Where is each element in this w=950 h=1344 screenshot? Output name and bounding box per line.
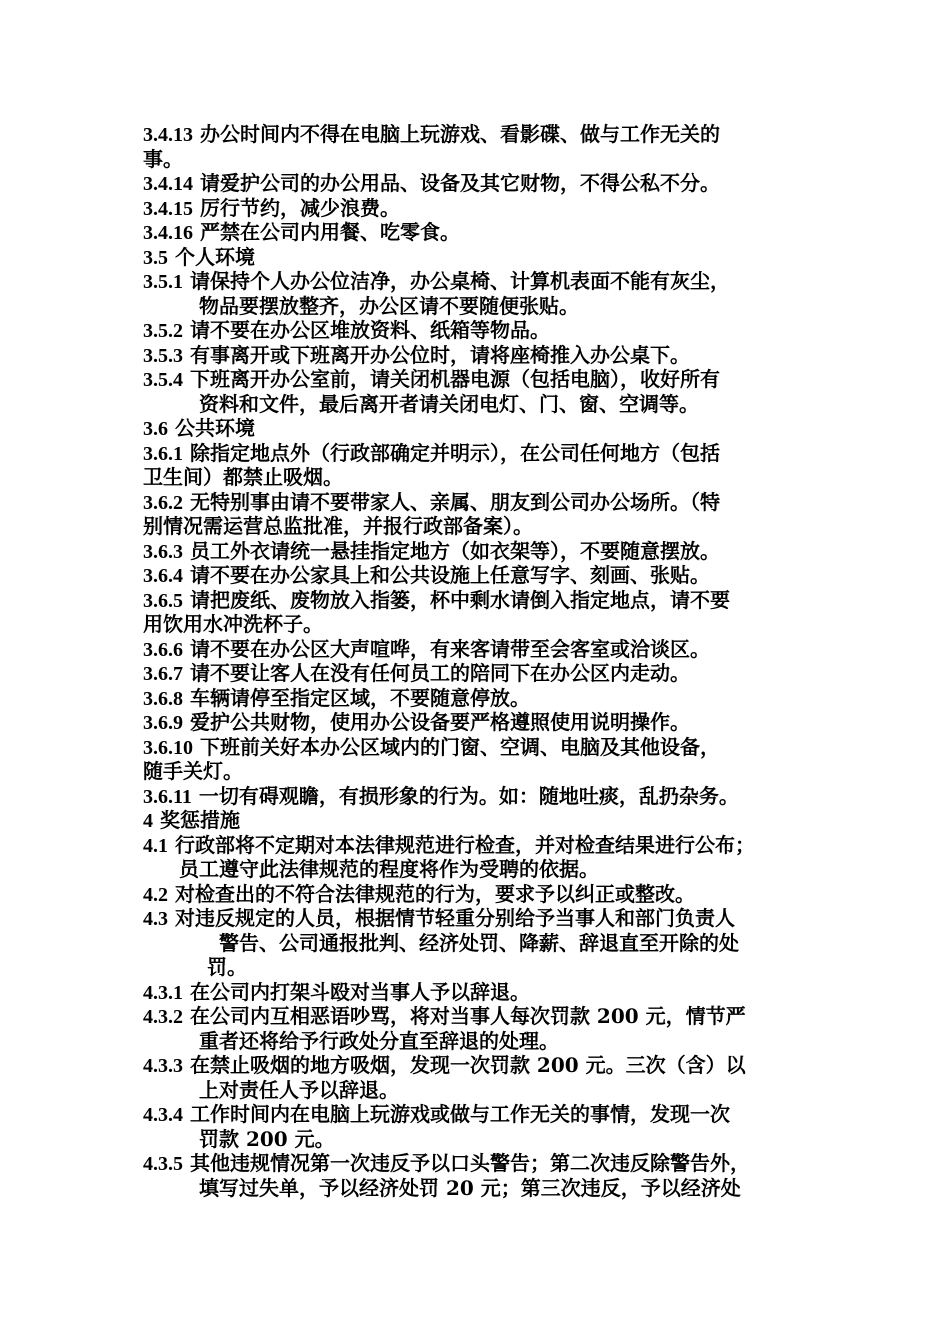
clause-text: 事。 — [143, 146, 183, 171]
text-line — [143, 269, 823, 294]
text-line — [143, 514, 823, 539]
text-line — [143, 931, 823, 956]
clause-text: 资料和文件，最后离开者请关闭电灯、门、窗、空调等。 — [199, 391, 699, 416]
text-line — [143, 1127, 823, 1152]
clause-text: 员工外衣请统一悬挂指定地方（如衣架等），不要随意摆放。 — [183, 538, 720, 563]
text-line — [143, 539, 823, 564]
clause-text: 随手关灯。 — [143, 759, 243, 783]
text-line — [143, 563, 823, 588]
clause-text: 请不要在办公区堆放资料、纸箱等物品。 — [183, 318, 550, 342]
clause-text: 物品要摆放整齐，办公区请不要随便张贴。 — [199, 293, 579, 318]
text-line — [143, 441, 823, 466]
text-line — [143, 1176, 823, 1201]
clause-text: 办公时间内不得在电脑上玩游戏、看影碟、做与工作无关的 — [193, 122, 720, 146]
clause-number: 3.4.16 — [143, 222, 193, 244]
clause-text: 罚款 200 元。 — [199, 1126, 335, 1151]
clause-text: 请不要让客人在没有任何员工的陪同下在办公区内走动。 — [183, 661, 690, 685]
clause-text: 对检查出的不符合法律规范的行为，要求予以纠正或整改。 — [168, 881, 695, 906]
clause-number: 3.5.3 — [143, 344, 183, 367]
clause-number: 3.6.4 — [143, 565, 183, 587]
clause-number: 4.3.3 — [143, 1055, 183, 1077]
text-line — [143, 343, 823, 368]
text-line — [143, 465, 823, 490]
clause-number: 3.6.9 — [143, 712, 183, 734]
text-line — [143, 588, 823, 613]
clause-text: 重者还将给予行政处分直至辞退的处理。 — [199, 1028, 559, 1053]
text-line — [143, 220, 823, 245]
clause-text: 罚。 — [207, 955, 247, 979]
clause-number: 3.6.2 — [143, 491, 183, 514]
clause-number: 3.5.4 — [143, 369, 183, 391]
clause-text: 填写过失单，予以经济处罚 20 元；第三次违反，予以经济处 — [199, 1175, 741, 1200]
text-line — [143, 980, 823, 1005]
clause-text: 奖惩措施 — [153, 808, 240, 832]
clause-number: 4.2 — [143, 883, 168, 906]
clause-text: 个人环境 — [168, 244, 255, 269]
clause-text: 上对责任人予以辞退。 — [199, 1077, 399, 1102]
document-body — [143, 122, 823, 1200]
clause-text: 对违反规定的人员，根据情节轻重分别给予当事人和部门负责人 — [168, 906, 735, 930]
clause-text: 下班前关好本办公区域内的门窗、空调、电脑及其他设备， — [193, 734, 720, 759]
text-line — [143, 710, 823, 735]
clause-text: 请保持个人办公位洁净，办公桌椅、计算机表面不能有灰尘， — [183, 269, 730, 293]
text-line — [143, 955, 823, 980]
clause-text: 在禁止吸烟的地方吸烟，发现一次罚款 200 元。三次（含）以 — [183, 1053, 746, 1077]
text-line — [143, 906, 823, 931]
text-line — [143, 416, 823, 441]
text-line — [143, 147, 823, 172]
clause-text: 公共环境 — [168, 416, 255, 440]
clause-number: 3.6.11 — [143, 785, 192, 808]
text-line — [143, 196, 823, 221]
clause-number: 3.6.8 — [143, 687, 183, 710]
clause-text: 厉行节约，减少浪费。 — [193, 195, 400, 220]
clause-text: 车辆请停至指定区域，不要随意停放。 — [183, 685, 530, 710]
clause-text: 无特别事由请不要带家人、亲属、朋友到公司办公场所。（特 — [183, 489, 720, 514]
text-line — [143, 735, 823, 760]
text-line — [143, 686, 823, 711]
clause-text: 行政部将不定期对本法律规范进行检查，并对检查结果进行公布； — [168, 832, 755, 857]
text-line — [143, 318, 823, 343]
clause-text: 请不要在办公区大声喧哗，有来客请带至会客室或洽谈区。 — [183, 636, 710, 661]
clause-number: 3.6.10 — [143, 736, 193, 759]
clause-number: 3.5.2 — [143, 320, 183, 342]
clause-text: 有事离开或下班离开办公位时，请将座椅推入办公桌下。 — [183, 342, 690, 367]
clause-number: 3.4.13 — [143, 124, 193, 146]
clause-number: 4.3.4 — [143, 1104, 183, 1126]
clause-text: 请不要在办公家具上和公共设施上任意写字、刻画、张贴。 — [183, 563, 710, 587]
text-line — [143, 1029, 823, 1054]
clause-text: 除指定地点外（行政部确定并明示），在公司任何地方（包括 — [183, 440, 720, 465]
text-line — [143, 1102, 823, 1127]
text-line — [143, 1078, 823, 1103]
clause-number: 4.1 — [143, 834, 168, 857]
clause-number: 4.3.1 — [143, 981, 183, 1004]
clause-number: 4.3.5 — [143, 1153, 183, 1175]
clause-text: 一切有碍观瞻，有损形象的行为。如：随地吐痰，乱扔杂务。 — [191, 783, 739, 808]
text-line — [143, 661, 823, 686]
clause-text: 员工遵守此法律规范的程度将作为受聘的依据。 — [179, 857, 599, 881]
clause-text: 请把废纸、废物放入指篓，杯中剩水请倒入指定地点，请不要 — [183, 587, 730, 612]
text-line — [143, 1004, 823, 1029]
clause-number: 3.5 — [143, 246, 168, 269]
text-line — [143, 171, 823, 196]
text-line — [143, 784, 823, 809]
clause-number: 4.3 — [143, 908, 168, 930]
text-line — [143, 245, 823, 270]
clause-text: 下班离开办公室前，请关闭机器电源（包括电脑），收好所有 — [183, 367, 720, 391]
clause-text: 爱护公共财物，使用办公设备要严格遵照使用说明操作。 — [183, 710, 690, 734]
text-line — [143, 1053, 823, 1078]
text-line — [143, 759, 823, 784]
clause-text: 别情况需运营总监批准，并报行政部备案）。 — [143, 514, 533, 538]
clause-text: 警告、公司通报批判、经济处罚、降薪、辞退直至开除的处 — [219, 930, 739, 955]
clause-number: 4.3.2 — [143, 1006, 183, 1028]
clause-number: 3.6.3 — [143, 540, 183, 563]
text-line — [143, 1151, 823, 1176]
text-line — [143, 294, 823, 319]
text-line — [143, 490, 823, 515]
clause-number: 3.6.1 — [143, 442, 183, 465]
clause-number: 3.4.14 — [143, 173, 193, 195]
clause-text: 工作时间内在电脑上玩游戏或做与工作无关的事情，发现一次 — [183, 1102, 730, 1126]
clause-text: 请爱护公司的办公用品、设备及其它财物，不得公私不分。 — [193, 171, 720, 195]
text-line — [143, 122, 823, 147]
text-line — [143, 857, 823, 882]
text-line — [143, 392, 823, 417]
text-line — [143, 833, 823, 858]
clause-text: 在公司内互相恶语吵骂，将对当事人每次罚款 200 元，情节严 — [183, 1004, 746, 1028]
clause-text: 卫生间）都禁止吸烟。 — [143, 465, 343, 489]
clause-number: 4 — [143, 810, 153, 832]
text-line — [143, 367, 823, 392]
clause-text: 在公司内打架斗殴对当事人予以辞退。 — [183, 979, 530, 1004]
clause-number: 3.5.1 — [143, 271, 183, 293]
clause-number: 3.6.7 — [143, 663, 183, 685]
clause-text: 用饮用水冲洗杯子。 — [143, 612, 323, 636]
clause-number: 3.6.6 — [143, 638, 183, 661]
clause-number: 3.6 — [143, 418, 168, 440]
clause-text: 严禁在公司内用餐、吃零食。 — [193, 220, 460, 244]
text-line — [143, 808, 823, 833]
clause-number: 3.4.15 — [143, 197, 193, 220]
text-line — [143, 637, 823, 662]
clause-number: 3.6.5 — [143, 589, 183, 612]
text-line — [143, 882, 823, 907]
clause-text: 其他违规情况第一次违反予以口头警告；第二次违反除警告外， — [183, 1151, 750, 1175]
text-line — [143, 612, 823, 637]
